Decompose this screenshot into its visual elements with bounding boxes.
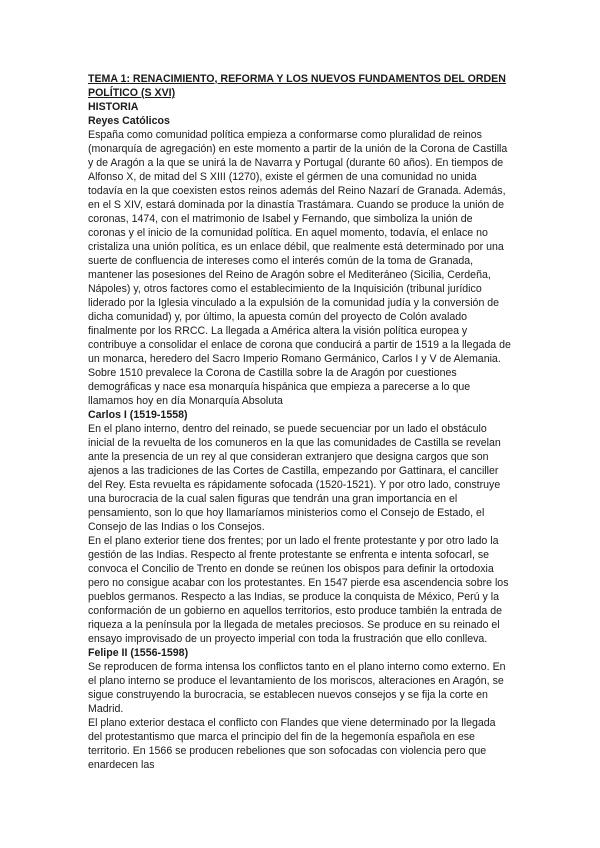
paragraph-felipe-2: El plano exterior destaca el conflicto con Flandes que viene determinado por la llegada del protestantismo que marca el principio del fin de la hegemonía española en ese territorio. En 1566 se producen rebeliones que son sofocadas con violencia pero que enardecen las [88,717,496,771]
paragraph-carlos-2: En el plano exterior tiene dos frentes; por un lado el frente protestante y por otro lado la gestión de las Indias. Respecto al frente protestante se enfrenta e intenta sofocarl, se convoca el Concilio de Trento en donde se reúnen los obispos para definir la ortodoxia pero no consigue acabar con los protestantes. En 1547 pierde esa ascendencia sobre los pueblos germanos. Respecto a las Indias, se produce la conquista de México, Perú y la conformación de un gobierno en aquellos territorios, esto produce también la entrada de riqueza a la península por la llegada de metales preciosos. Se produce en su reinado el ensayo improvisado de un proyecto imperial con toda la frustración que ello conlleva. [88,535,509,645]
paragraph-rrcc-2: Sobre 1510 prevalece la Corona de Castilla sobre la de Aragón por cuestiones demográficas y nace esa monarquía hispánica que empieza a parecerse a lo que llamamos hoy en día Monarquía Absoluta [88,367,471,407]
paragraph-rrcc-1: España como comunidad política empieza a conformarse como pluralidad de reinos (monarquía de agregación) en este momento a partir de la unión de la Corona de Castilla y de Aragón a la que se unirá la de Navarra y Portugal (durante 60 años). En tiempos de Alfonso X, de mitad del S XIII (1270), existe el gérmen de una comunidad no unida todavía en la que coexisten estos reinos además del Reino Nazarí de Granada. Además, en el S XIV, estará dominada por la dinastía Trastámara. Cuando se produce la unión de coronas, 1474, con el matrimonio de Isabel y Fernando, que simboliza la unión de coronas y el inicio de la comunidad política. En aquel momento, todavía, el enlace no cristaliza una unión política, es un enlace débil, que realmente está determinado por una suerte de confluencia de intereses como el interés común de la toma de Granada, mantener las posesiones del Reino de Aragón sobre el Mediteráneo (Sicilia, Cerdeña, Nápoles) y, otros factores como el establecimiento de la Inquisición (tribunal jurídico liderado por la Iglesia vinculado a la expulsión de la comunidad judía y la conversión de dicha comunidad) y, por último, la apuesta común del proyecto de Colón avalado finalmente por los RRCC. La llegada a América altera la visión política europea y contribuye a consolidar el enlace de corona que conducirá a partir de 1519 a la llegada de un monarca, heredero del Sacro Imperio Romano Germánico, Carlos I y V de Alemania. [88,129,511,365]
subheading-felipe-ii: Felipe II (1556-1598) [88,647,189,659]
document-title: TEMA 1: RENACIMIENTO, REFORMA Y LOS NUEVOS FUNDAMENTOS DEL ORDEN POLÍTICO (S XVI) [88,73,506,99]
section-heading-historia: HISTORIA [88,101,139,113]
subheading-reyes-catolicos: Reyes Católicos [88,115,170,127]
subheading-carlos-i: Carlos I (1519-1558) [88,409,188,421]
paragraph-carlos-1: En el plano interno, dentro del reinado, se puede secuenciar por un lado el obstáculo inicial de la revuelta de los comuneros en la que las comunidades de Castilla se revelan ante la presencia de un rey al que consideran extranjero que designa cargos que son ajenos a las tradiciones de las Cortes de Castilla, empezando por Gattinara, el canciller del Rey. Esta revuelta es rápidamente sofocada (1520-1521). Y por otro lado, construye una burocracia de la cual salen figuras que tendrán una gran importancia en el pensamiento, son lo que hoy llamaríamos ministerios como el Consejo de Estado, el Consejo de las Indias o los Consejos. [88,423,501,533]
paragraph-felipe-1: Se reproducen de forma intensa los conflictos tanto en el plano interno como externo. En el plano interno se produce el levantamiento de los moriscos, alteraciones en Aragón, se sigue construyendo la burocracia, se establecen nuevos consejos y se fija la corte en Madrid. [88,661,506,715]
